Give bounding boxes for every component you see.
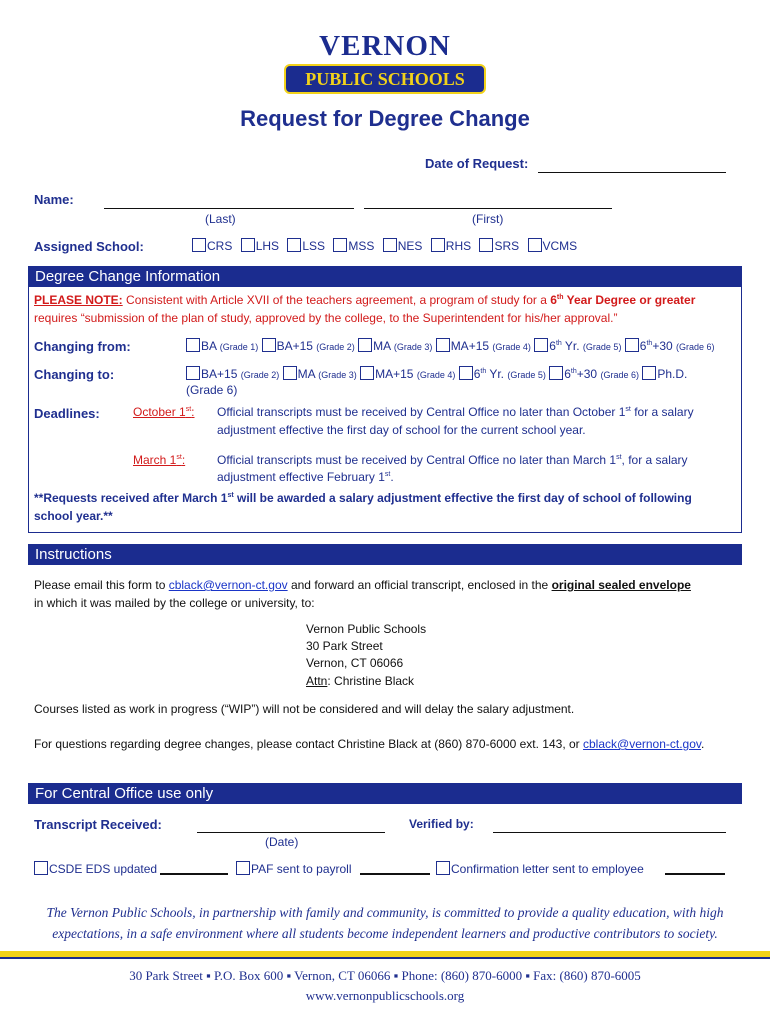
october-deadline-text: Official transcripts must be received by Central Office no later than October 1st for a salary	[217, 405, 694, 419]
degree-option[interactable]: BA (Grade 1)	[186, 339, 258, 353]
requests-note-2: school year.**	[34, 509, 113, 523]
degree-option[interactable]: Ph.D.	[642, 367, 687, 381]
verified-by-field[interactable]	[493, 832, 726, 833]
checkbox[interactable]	[360, 366, 374, 380]
changing-from-label: Changing from:	[34, 339, 131, 354]
school-option[interactable]: RHS	[431, 239, 471, 253]
checkbox[interactable]	[383, 238, 397, 252]
march-deadline-label: March 1st:	[133, 453, 186, 467]
checkbox[interactable]	[34, 861, 48, 875]
school-option[interactable]: MSS	[333, 239, 374, 253]
first-name-field[interactable]	[364, 208, 612, 209]
changing-to-label: Changing to:	[34, 367, 115, 382]
date-of-request-label: Date of Request:	[425, 156, 529, 171]
october-deadline-text-2: adjustment effective the first day of school for the current school year.	[217, 423, 586, 437]
logo-bottom-text: PUBLIC SCHOOLS	[305, 69, 465, 89]
degree-option[interactable]: BA+15 (Grade 2)	[186, 367, 279, 381]
logo-top-text: VERNON	[319, 30, 451, 62]
mission-line-1: The Vernon Public Schools, in partnership with family and community, is committed to provide a quality education, with high	[46, 905, 724, 920]
degree-option[interactable]: BA+15 (Grade 2)	[262, 339, 355, 353]
school-option[interactable]: LSS	[287, 239, 325, 253]
confirmation-field[interactable]	[665, 873, 725, 875]
degree-option[interactable]: MA (Grade 3)	[358, 339, 432, 353]
confirmation-option[interactable]: Confirmation letter sent to employee	[436, 861, 644, 876]
degree-option[interactable]: 6th Yr. (Grade 5)	[534, 339, 621, 353]
school-option[interactable]: VCMS	[528, 239, 578, 253]
changing-to-options	[186, 366, 687, 381]
march-deadline-text-2: adjustment effective February 1st.	[217, 470, 394, 484]
to-grade-wrap: (Grade 6)	[186, 383, 238, 397]
last-label: (Last)	[205, 212, 236, 226]
please-note: PLEASE NOTE: Consistent with Article XVII of the teachers agreement, a program of study for a 6th Year Degree or greater	[34, 293, 696, 307]
please-note-line2: requires “submission of the plan of study, approved by the college, to the Superintendent for his/her approval.”	[34, 311, 618, 325]
transcript-date-field[interactable]	[197, 832, 385, 833]
march-deadline-text: Official transcripts must be received by Central Office no later than March 1st, for a salary	[217, 453, 688, 467]
checkbox[interactable]	[262, 338, 276, 352]
school-options	[192, 238, 577, 253]
school-option[interactable]: NES	[383, 239, 423, 253]
assigned-school-label: Assigned School:	[34, 239, 144, 254]
degree-option[interactable]: MA+15 (Grade 4)	[360, 367, 455, 381]
logo	[284, 30, 486, 100]
checkbox[interactable]	[283, 366, 297, 380]
address-line: Vernon, CT 06066	[306, 656, 404, 670]
checkbox[interactable]	[333, 238, 347, 252]
requests-note: **Requests received after March 1st will be awarded a salary adjustment effective the first day of school of following	[34, 491, 692, 505]
school-option[interactable]: CRS	[192, 239, 232, 253]
school-option[interactable]: SRS	[479, 239, 519, 253]
checkbox[interactable]	[241, 238, 255, 252]
footer-contact: 30 Park Street ▪ P.O. Box 600 ▪ Vernon, CT 06066 ▪ Phone: (860) 870-6000 ▪ Fax: (860) 870-6005	[129, 968, 641, 983]
name-label: Name:	[34, 192, 74, 207]
attn-line: Attn: Christine Black	[306, 674, 415, 688]
email-link[interactable]: cblack@vernon-ct.gov	[168, 578, 288, 592]
address-line: Vernon Public Schools	[306, 622, 427, 636]
checkbox[interactable]	[358, 338, 372, 352]
checkbox[interactable]	[287, 238, 301, 252]
degree-option[interactable]: MA (Grade 3)	[283, 367, 357, 381]
degree-section-header: Degree Change Information	[28, 266, 742, 287]
checkbox[interactable]	[186, 338, 200, 352]
checkbox[interactable]	[236, 861, 250, 875]
csde-field[interactable]	[160, 873, 228, 875]
school-option[interactable]: LHS	[241, 239, 279, 253]
degree-option[interactable]: 6th+30 (Grade 6)	[549, 367, 639, 381]
paf-option[interactable]: PAF sent to payroll	[236, 861, 352, 876]
changing-from-options	[186, 338, 715, 353]
page-title: Request for Degree Change	[240, 106, 530, 131]
paf-field[interactable]	[360, 873, 430, 875]
instructions-p1-line2: in which it was mailed by the college or university, to:	[34, 596, 315, 610]
degree-option[interactable]: MA+15 (Grade 4)	[436, 339, 531, 353]
checkbox[interactable]	[192, 238, 206, 252]
checkbox[interactable]	[436, 861, 450, 875]
degree-option[interactable]: 6th+30 (Grade 6)	[625, 339, 715, 353]
last-name-field[interactable]	[104, 208, 354, 209]
instructions-p1: Please email this form to cblack@vernon-ct.gov and forward an official transcript, enclosed in the original sealed envelope	[34, 578, 691, 592]
instructions-header: Instructions	[28, 544, 742, 565]
instructions-p2: Courses listed as work in progress (“WIP”) will not be considered and will delay the salary adjustment.	[34, 702, 575, 716]
verified-by-label: Verified by:	[409, 817, 474, 831]
transcript-received-label: Transcript Received:	[34, 817, 162, 832]
checkbox[interactable]	[625, 338, 639, 352]
checkbox[interactable]	[528, 238, 542, 252]
logo-bottom-banner	[284, 64, 486, 94]
checkbox[interactable]	[186, 366, 200, 380]
checkbox[interactable]	[436, 338, 450, 352]
footer-rule	[0, 951, 770, 959]
checkbox[interactable]	[534, 338, 548, 352]
date-label: (Date)	[265, 835, 299, 849]
office-use-header: For Central Office use only	[28, 783, 742, 804]
deadlines-label: Deadlines:	[34, 406, 100, 421]
checkbox[interactable]	[642, 366, 656, 380]
csde-option[interactable]: CSDE EDS updated	[34, 861, 157, 876]
first-label: (First)	[472, 212, 504, 226]
instructions-p3: For questions regarding degree changes, please contact Christine Black at (860) 870-6000 ext. 143, or cblack@vernon-ct.gov.	[34, 737, 705, 751]
checkbox[interactable]	[459, 366, 473, 380]
footer-website[interactable]: www.vernonpublicschools.org	[305, 988, 465, 1003]
mission-line-2: expectations, in a safe environment where all students become independent learners and productive contributors to society.	[52, 926, 718, 941]
address-line: 30 Park Street	[306, 639, 383, 653]
checkbox[interactable]	[431, 238, 445, 252]
checkbox[interactable]	[549, 366, 563, 380]
checkbox[interactable]	[479, 238, 493, 252]
email-link-2[interactable]: cblack@vernon-ct.gov	[583, 737, 702, 751]
october-deadline-label: October 1st:	[133, 405, 195, 419]
degree-option[interactable]: 6th Yr. (Grade 5)	[459, 367, 546, 381]
date-of-request-field[interactable]	[538, 172, 726, 173]
